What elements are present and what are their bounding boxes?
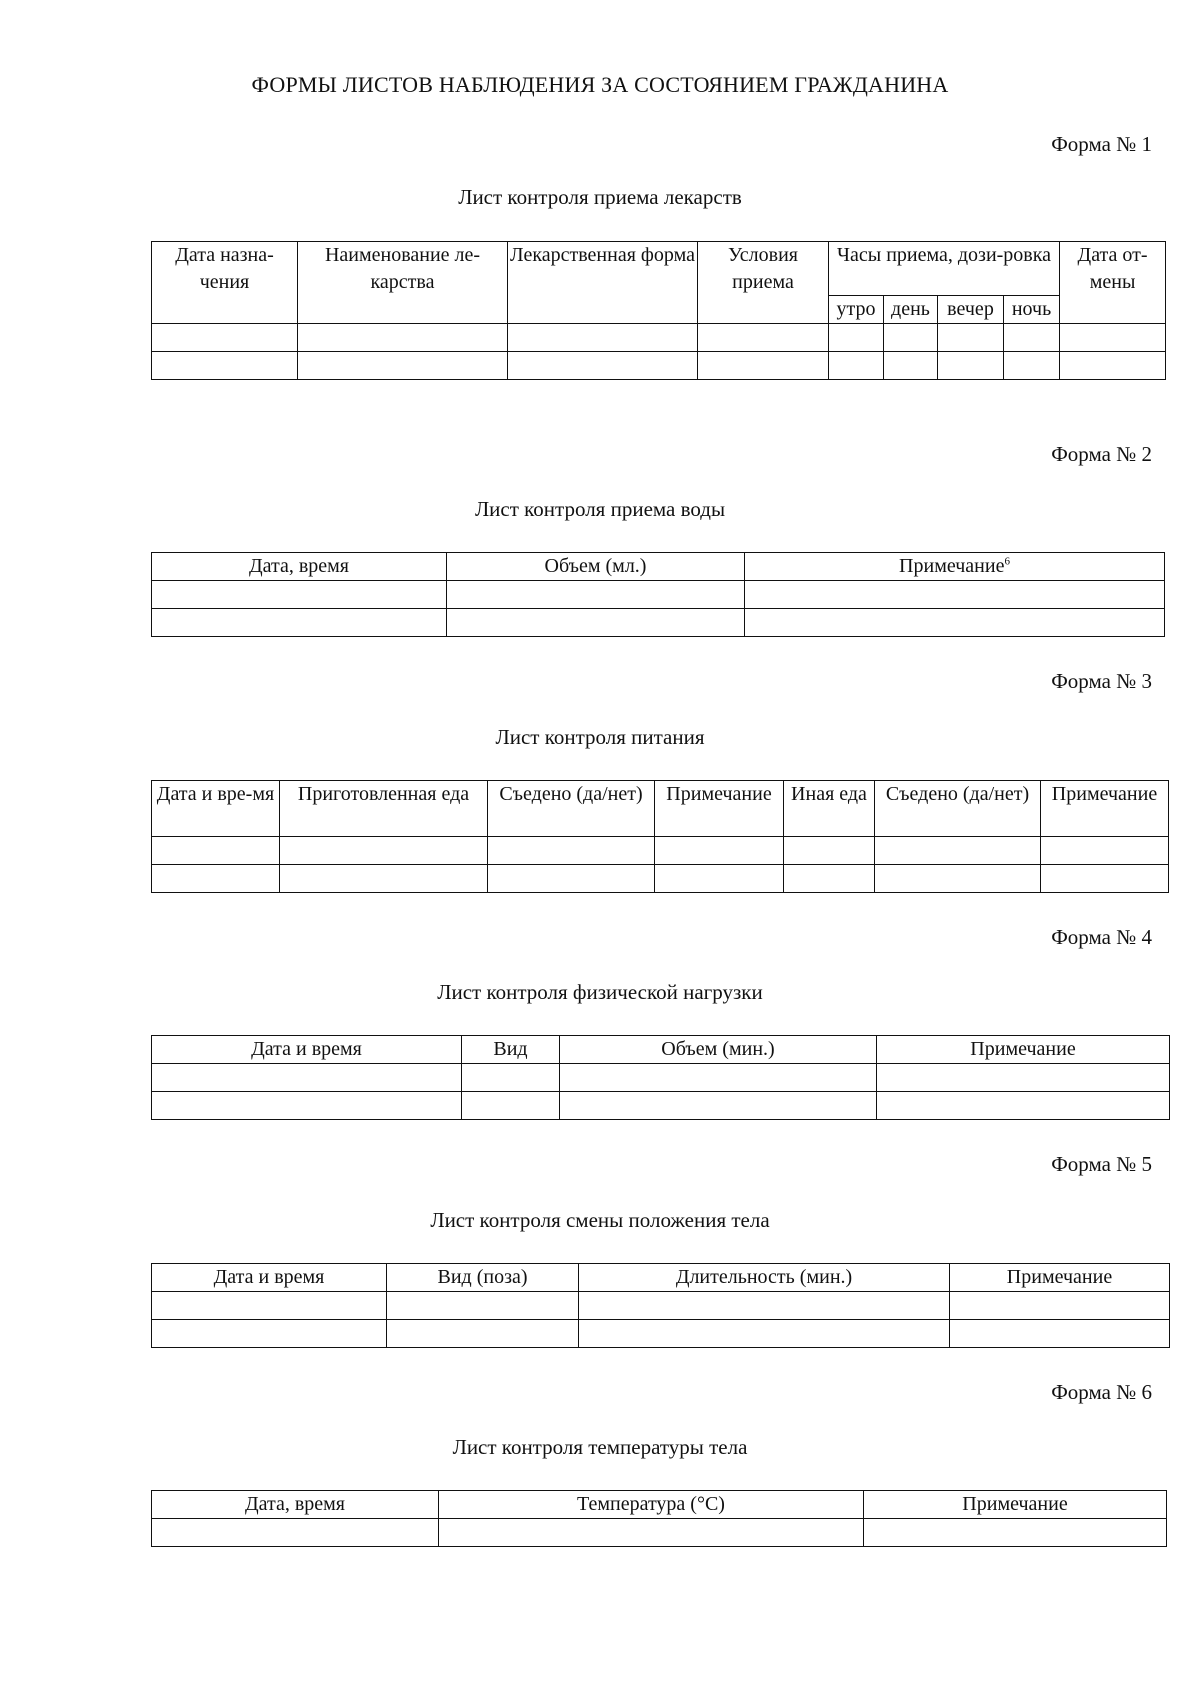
header-date-time: Дата и вре-мя xyxy=(152,781,280,837)
body-temperature-table xyxy=(151,1490,1167,1547)
water-intake-table xyxy=(151,552,1165,637)
form-4-title: Лист контроля физической нагрузки xyxy=(437,980,763,1004)
subheader-day: день xyxy=(884,296,938,324)
form-2-title: Лист контроля приема воды xyxy=(474,497,726,521)
header-date-time: Дата и время xyxy=(152,1036,462,1064)
header-other-food: Иная еда xyxy=(784,781,875,837)
header-temperature: Температура (°C) xyxy=(439,1491,864,1519)
header-eaten-other: Съедено (да/нет) xyxy=(875,781,1041,837)
header-note: Примечание xyxy=(877,1036,1170,1064)
table-row xyxy=(152,324,1166,352)
header-note: Примечание$^6$ xyxy=(745,553,1165,581)
document-title: ФОРМЫ ЛИСТОВ НАБЛЮДЕНИЯ ЗА СОСТОЯНИЕМ ГРАЖДАНИНА xyxy=(251,72,949,97)
form-1-number: Форма № 1 xyxy=(1051,132,1152,156)
table-row xyxy=(152,837,1169,865)
form-5-title: Лист контроля смены положения тела xyxy=(430,1208,770,1232)
form-3-title: Лист контроля питания xyxy=(495,725,705,749)
header-prescription-date: Дата назна-чения xyxy=(152,242,298,324)
header-date-time: Дата, время xyxy=(152,1491,439,1519)
nutrition-table xyxy=(151,780,1169,893)
subheader-night: ночь xyxy=(1004,296,1060,324)
table-row xyxy=(152,1292,1170,1320)
header-date-time: Дата, время xyxy=(152,553,447,581)
header-prepared-food: Приготовленная еда xyxy=(280,781,488,837)
header-type: Вид xyxy=(462,1036,560,1064)
physical-load-table xyxy=(151,1035,1170,1120)
footnote-mark: 6 xyxy=(1004,555,1010,568)
form-1-title: Лист контроля приема лекарств xyxy=(458,185,742,209)
body-position-table xyxy=(151,1263,1170,1348)
header-intake-hours: Часы приема, дози-ровка xyxy=(829,242,1060,296)
header-pose: Вид (поза) xyxy=(387,1264,579,1292)
table-row xyxy=(152,352,1166,380)
table-row xyxy=(152,1064,1170,1092)
table-row xyxy=(152,1092,1170,1120)
header-volume-ml: Объем (мл.) xyxy=(447,553,745,581)
header-volume-min: Объем (мин.) xyxy=(560,1036,877,1064)
table-row xyxy=(152,865,1169,893)
table-row xyxy=(152,581,1165,609)
subheader-evening: вечер xyxy=(938,296,1004,324)
subheader-morning: утро xyxy=(829,296,884,324)
header-note: Примечание xyxy=(655,781,784,837)
header-intake-conditions: Условия приема xyxy=(698,242,829,324)
header-drug-name: Наименование ле-карства xyxy=(298,242,508,324)
header-note: Примечание xyxy=(864,1491,1167,1519)
header-eaten: Съедено (да/нет) xyxy=(488,781,655,837)
table-row xyxy=(152,609,1165,637)
medication-intake-table xyxy=(151,241,1166,380)
header-date-time: Дата и время xyxy=(152,1264,387,1292)
form-6-number: Форма № 6 xyxy=(1051,1380,1152,1404)
header-duration-min: Длительность (мин.) xyxy=(579,1264,950,1292)
form-2-number: Форма № 2 xyxy=(1051,442,1152,466)
table-row xyxy=(152,1320,1170,1348)
header-cancel-date: Дата от-мены xyxy=(1060,242,1166,324)
table-row xyxy=(152,1519,1167,1547)
form-4-number: Форма № 4 xyxy=(1051,925,1152,949)
header-note: Примечание xyxy=(950,1264,1170,1292)
form-3-number: Форма № 3 xyxy=(1051,669,1152,693)
form-6-title: Лист контроля температуры тела xyxy=(452,1435,748,1459)
header-note-other: Примечание xyxy=(1041,781,1169,837)
header-dosage-form: Лекарственная форма xyxy=(508,242,698,324)
form-5-number: Форма № 5 xyxy=(1051,1152,1152,1176)
